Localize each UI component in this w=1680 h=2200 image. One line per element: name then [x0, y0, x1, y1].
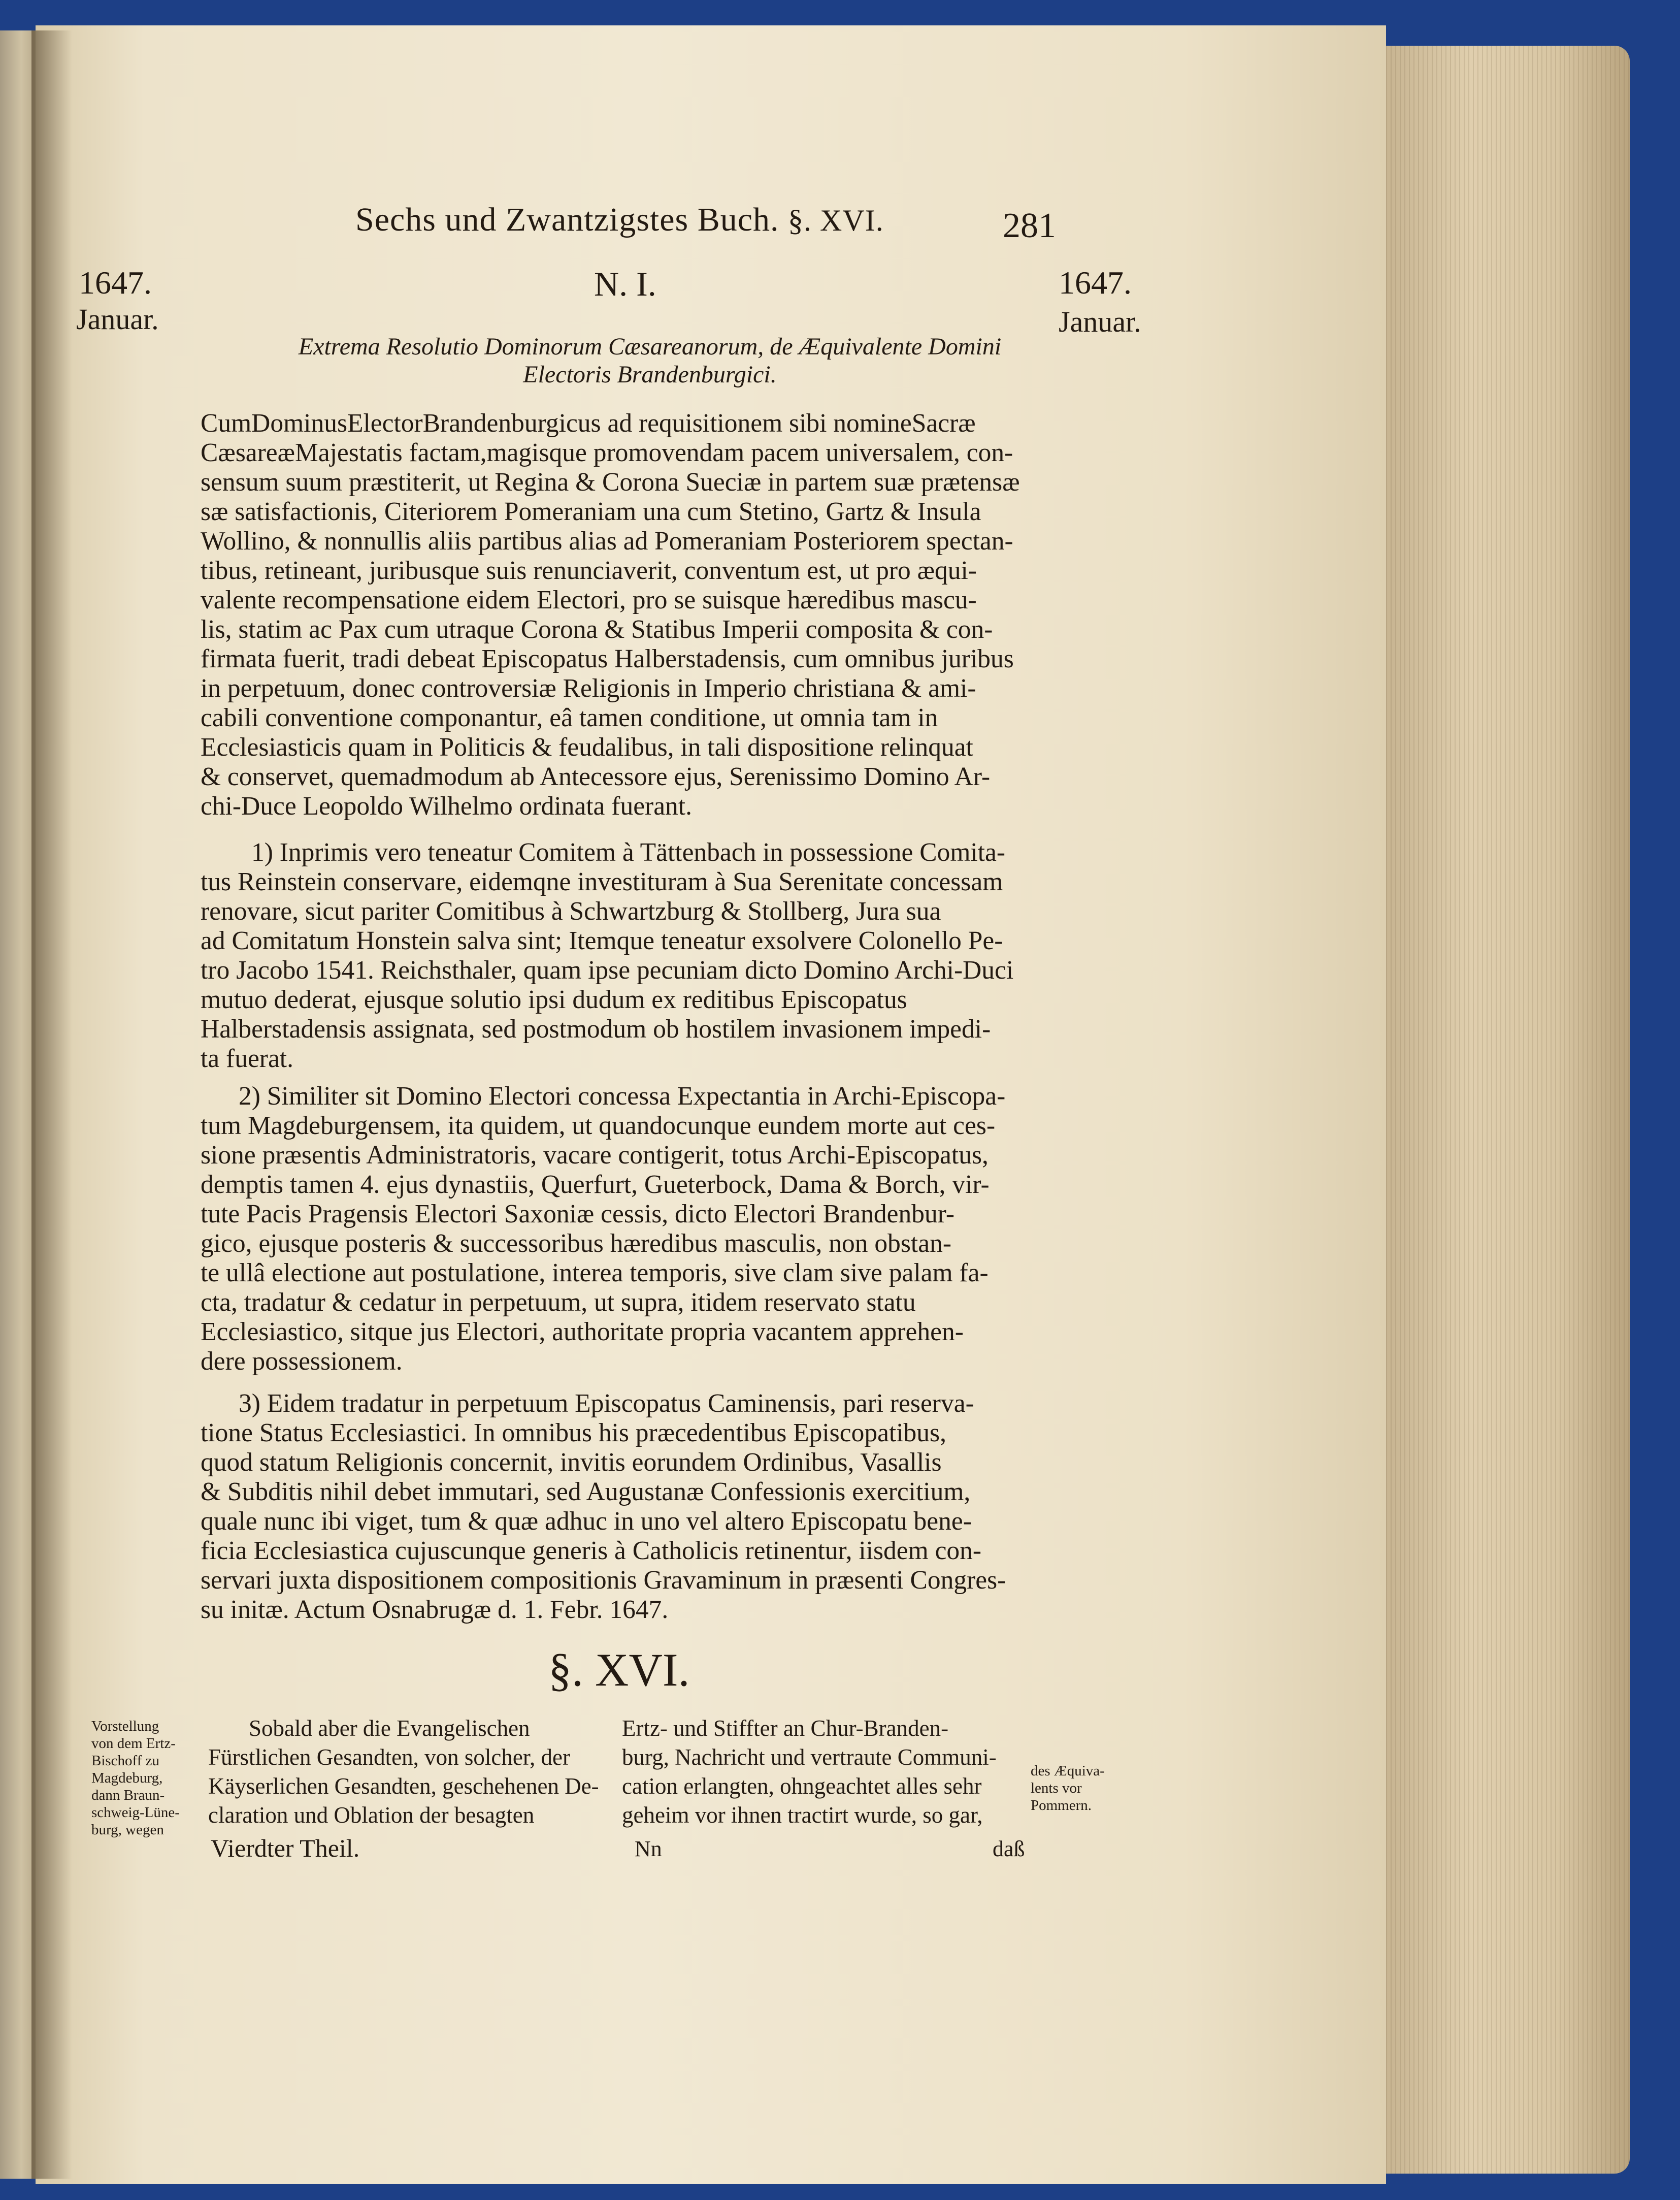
column-left-line: Sobald aber die Evangelischen — [249, 1716, 530, 1741]
body-line: servari juxta dispositionem compositionis Gravaminum in præsenti Congres- — [201, 1566, 1006, 1595]
body-line: tro Jacobo 1541. Reichsthaler, quam ipse pecuniam dicto Domino Archi-Duci — [201, 956, 1014, 985]
body-line: chi-Duce Leopoldo Wilhelmo ordinata fuerant. — [201, 792, 692, 821]
body-line: sæ satisfactionis, Citeriorem Pomeraniam una cum Stetino, Gartz & Insula — [201, 497, 981, 526]
body-line: tute Pacis Pragensis Electori Saxoniæ cessis, dicto Electori Brandenbur- — [201, 1200, 954, 1228]
column-right-line: Ertz- und Stiffter an Chur-Branden- — [622, 1716, 949, 1741]
footer-part-label: Vierdter Theil. — [211, 1834, 360, 1862]
margin-note-left: Bischoff zu — [91, 1753, 159, 1769]
body-line: quod statum Religionis concernit, invitis eorundem Ordinibus, Vasallis — [201, 1448, 942, 1477]
body-line: demptis tamen 4. ejus dynastiis, Querfurt, Gueterbock, Dama & Borch, vir- — [201, 1170, 990, 1199]
margin-note-left: von dem Ertz- — [91, 1735, 176, 1752]
body-line: ficia Ecclesiastica cujuscunque generis à Catholicis retinentur, iisdem con- — [201, 1536, 982, 1565]
body-line: cabili conventione componantur, eâ tamen conditione, ut omnia tam in — [201, 703, 938, 732]
body-line: Halberstadensis assignata, sed postmodum ob hostilem invasionem impedi- — [201, 1015, 991, 1044]
body-line: ad Comitatum Honstein salva sint; Itemque teneatur exsolvere Colonello Pe- — [201, 926, 1003, 955]
column-left-line: Käyserlichen Gesandten, geschehenen De- — [208, 1773, 599, 1799]
left-page-edge — [0, 30, 36, 2179]
margin-note-left: Magdeburg, — [91, 1770, 163, 1786]
spine-shadow — [31, 30, 72, 2179]
margin-note-right: lents vor — [1031, 1780, 1082, 1796]
body-line: & Subditis nihil debet immutari, sed Augustanæ Confessionis exercitium, — [201, 1477, 971, 1506]
body-line: te ullâ electione aut postulatione, interea temporis, sive clam sive palam fa- — [201, 1258, 989, 1287]
column-right-line: cation erlangten, ohngeachtet alles sehr — [622, 1773, 982, 1799]
body-line: lis, statim ac Pax cum utraque Corona & Statibus Imperii composita & con- — [201, 615, 993, 644]
running-title: Sechs und Zwantzigstes Buch. — [355, 201, 779, 238]
body-line: sensum suum præstiterit, ut Regina & Corona Sueciæ in partem suæ prætensæ — [201, 468, 1020, 497]
body-line: valente recompensatione eidem Electori, pro se suisque hæredibus mascu- — [201, 586, 977, 614]
column-left-line: Fürstlichen Gesandten, von solcher, der — [208, 1744, 571, 1770]
margin-note-right: Pommern. — [1031, 1797, 1092, 1814]
body-line: tus Reinstein conservare, eidemqne investituram à Sua Serenitate concessam — [201, 867, 1003, 896]
body-line: sione præsentis Administratoris, vacare contigerit, totus Archi-Episcopatus, — [201, 1141, 989, 1170]
body-line: ta fuerat. — [201, 1044, 293, 1073]
page-number: 281 — [1003, 206, 1056, 245]
month-left: Januar. — [76, 303, 159, 336]
body-line: tione Status Ecclesiastici. In omnibus his præcedentibus Episcopatibus, — [201, 1418, 946, 1447]
body-line: CumDominusElectorBrandenburgicus ad requisitionem sibi nomineSacræ — [201, 409, 976, 438]
body-line: tibus, retineant, juribusque suis renunciaverit, conventum est, ut pro æqui- — [201, 556, 977, 585]
month-right: Januar. — [1059, 305, 1141, 338]
body-line: Ecclesiasticis quam in Politicis & feudalibus, in tali dispositione relinquat — [201, 733, 973, 762]
document-title-line: Extrema Resolutio Dominorum Cæsareanorum, de Æquivalente Domini — [298, 333, 1002, 360]
document-title-line: Electoris Brandenburgici. — [523, 361, 777, 388]
margin-note-left: dann Braun- — [91, 1787, 165, 1803]
body-line: CæsareæMajestatis factam,magisque promovendam pacem universalem, con- — [201, 438, 1013, 467]
body-line: tum Magdeburgensem, ita quidem, ut quandocunque eundem morte aut ces- — [201, 1111, 996, 1140]
body-line: su initæ. Actum Osnabrugæ d. 1. Febr. 1647. — [201, 1595, 669, 1624]
year-left: 1647. — [79, 265, 152, 301]
body-line: 2) Similiter sit Domino Electori concessa Expectantia in Archi-Episcopa- — [239, 1082, 1006, 1111]
body-line: in perpetuum, donec controversiæ Religionis in Imperio christiana & ami- — [201, 674, 976, 703]
body-line: mutuo dederat, ejusque solutio ipsi dudum ex reditibus Episcopatus — [201, 985, 907, 1014]
body-line: 3) Eidem tradatur in perpetuum Episcopatus Caminensis, pari reserva- — [239, 1389, 974, 1418]
body-line: renovare, sicut pariter Comitibus à Schwartzburg & Stollberg, Jura sua — [201, 897, 941, 926]
column-right-line: burg, Nachricht und vertraute Communi- — [622, 1744, 997, 1770]
margin-note-left: Vorstellung — [91, 1718, 159, 1734]
body-line: cta, tradatur & cedatur in perpetuum, ut supra, itidem reservato statu — [201, 1288, 916, 1317]
column-left-line: claration und Oblation der besagten — [208, 1802, 535, 1828]
margin-note-right: des Æquiva- — [1031, 1763, 1105, 1779]
running-head — [355, 201, 884, 239]
margin-note-left: burg, wegen — [91, 1822, 164, 1838]
body-line: Wollino, & nonnullis aliis partibus alias ad Pomeraniam Posteriorem spectan- — [201, 527, 1013, 556]
footer-catchword: daß — [993, 1836, 1025, 1861]
body-line: Ecclesiastico, sitque jus Electori, authoritate propria vacantem apprehen- — [201, 1317, 964, 1346]
column-right-line: geheim vor ihnen tractirt wurde, so gar, — [622, 1802, 983, 1828]
document-number: N. I. — [594, 265, 656, 303]
page-block-edges — [1386, 46, 1630, 2174]
footer-signature: Nn — [635, 1836, 662, 1861]
section-heading: §. XVI. — [548, 1644, 690, 1696]
body-line: quale nunc ibi viget, tum & quæ adhuc in uno vel altero Episcopatu bene- — [201, 1507, 972, 1536]
body-line: 1) Inprimis vero teneatur Comitem à Tättenbach in possessione Comita- — [251, 838, 1006, 867]
body-line: gico, ejusque posteris & successoribus hæredibus masculis, non obstan- — [201, 1229, 951, 1258]
year-right: 1647. — [1059, 265, 1132, 301]
body-line: & conservet, quemadmodum ab Antecessore ejus, Serenissimo Domino Ar- — [201, 762, 991, 791]
margin-note-left: schweig-Lüne- — [91, 1804, 180, 1821]
body-line: dere possessionem. — [201, 1347, 403, 1376]
running-section: §. XVI. — [788, 204, 884, 237]
body-line: firmata fuerit, tradi debeat Episcopatus Halberstadensis, cum omnibus juribus — [201, 644, 1014, 673]
